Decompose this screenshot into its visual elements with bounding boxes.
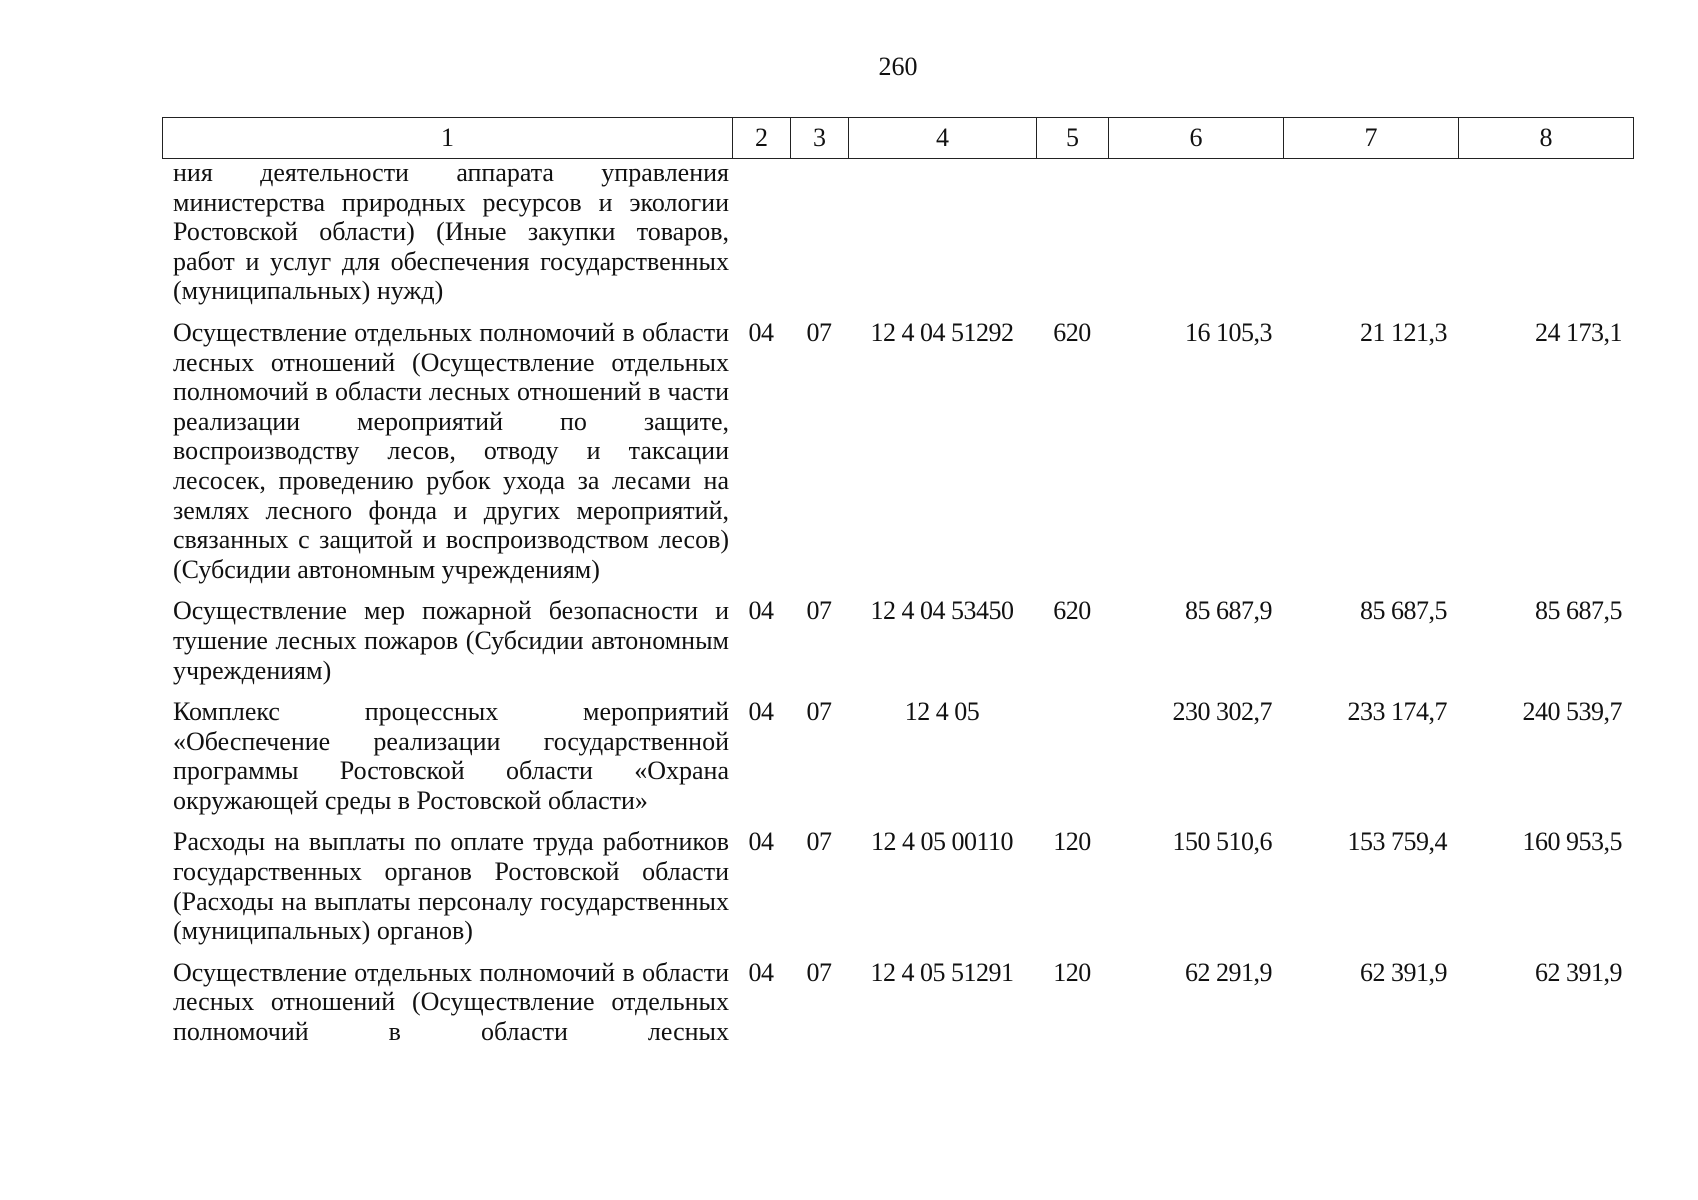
section-code: 04 xyxy=(748,317,774,347)
amount-col-8: 240 539,7 xyxy=(1522,697,1622,727)
amount-col-6: 16 105,3 xyxy=(1185,317,1272,347)
amount-col-7: 85 687,5 xyxy=(1360,596,1447,626)
amount-col-7: 153 759,4 xyxy=(1347,827,1447,857)
section-code: 04 xyxy=(748,957,774,987)
amount-col-8: 62 391,9 xyxy=(1535,957,1622,987)
amount-col-6: 150 510,6 xyxy=(1172,827,1272,857)
table-row xyxy=(162,596,1634,685)
column-header-table xyxy=(162,117,1634,159)
subsection-code: 07 xyxy=(806,827,832,857)
subsection-code: 07 xyxy=(806,317,832,347)
table-row xyxy=(162,827,1634,945)
subsection-code: 07 xyxy=(806,957,832,987)
target-article-code: 12 4 05 51291 xyxy=(870,957,1014,987)
table-row xyxy=(162,158,1634,306)
amount-col-6: 62 291,9 xyxy=(1185,957,1272,987)
column-header-5: 5 xyxy=(1037,118,1109,159)
table-row xyxy=(162,958,1634,1047)
section-code: 04 xyxy=(748,596,774,626)
table-row xyxy=(162,318,1634,584)
table-row xyxy=(162,697,1634,815)
amount-col-8: 24 173,1 xyxy=(1535,317,1622,347)
target-article-code: 12 4 05 00110 xyxy=(870,827,1014,857)
row-description: Осуществление мер пожарной безопасности и тушение лесных пожаров (Субсидии автономным учреждениям) xyxy=(173,596,729,685)
expense-type-code: 120 xyxy=(1053,957,1091,987)
table-body xyxy=(162,158,1634,1059)
target-article-code: 12 4 04 51292 xyxy=(870,317,1014,347)
page-number: 260 xyxy=(878,52,918,81)
subsection-code: 07 xyxy=(806,697,832,727)
subsection-code: 07 xyxy=(806,596,832,626)
column-header-row xyxy=(163,118,1634,159)
target-article-code: 12 4 04 53450 xyxy=(870,596,1014,626)
amount-col-7: 62 391,9 xyxy=(1360,957,1447,987)
column-header-2: 2 xyxy=(733,118,791,159)
row-description: ния деятельности аппарата управления министерства природных ресурсов и экологии Ростовской области) (Иные закупки товаров, работ и услуг для обеспечения государственных (муниципальных) нужд) xyxy=(173,158,729,306)
amount-col-8: 160 953,5 xyxy=(1522,827,1622,857)
amount-col-7: 233 174,7 xyxy=(1347,697,1447,727)
column-header-1: 1 xyxy=(163,118,733,159)
column-header-8: 8 xyxy=(1459,118,1634,159)
column-header-4: 4 xyxy=(849,118,1037,159)
row-description: Комплекс процессных мероприятий «Обеспечение реализации государственной программы Ростовской области «Охрана окружающей среды в Ростовской области» xyxy=(173,697,729,815)
row-description: Осуществление отдельных полномочий в области лесных отношений (Осуществление отдельных полномочий в области лесных xyxy=(173,957,729,1047)
column-header-3: 3 xyxy=(791,118,849,159)
amount-col-8: 85 687,5 xyxy=(1535,596,1622,626)
column-header-7: 7 xyxy=(1284,118,1459,159)
row-description: Расходы на выплаты по оплате труда работников государственных органов Ростовской области (Расходы на выплаты персоналу государственных (муниципальных) органов) xyxy=(173,827,729,946)
section-code: 04 xyxy=(748,827,774,857)
column-header-6: 6 xyxy=(1109,118,1284,159)
section-code: 04 xyxy=(748,697,774,727)
amount-col-7: 21 121,3 xyxy=(1360,317,1447,347)
row-description: Осуществление отдельных полномочий в области лесных отношений (Осуществление отдельных полномочий в области лесных отношений в части реализации мероприятий по защите, воспроизводству лесов, отводу и таксации лесосек, проведению рубок ухода за лесами на землях лесного фонда и других мероприятий, связанных с защитой и воспроизводством лесов) (Субсидии автономным учреждениям) xyxy=(173,317,729,584)
expense-type-code: 620 xyxy=(1053,317,1091,347)
amount-col-6: 230 302,7 xyxy=(1172,697,1272,727)
expense-type-code: 620 xyxy=(1053,596,1091,626)
target-article-code: 12 4 05 xyxy=(904,697,980,727)
expense-type-code: 120 xyxy=(1053,827,1091,857)
amount-col-6: 85 687,9 xyxy=(1185,596,1272,626)
